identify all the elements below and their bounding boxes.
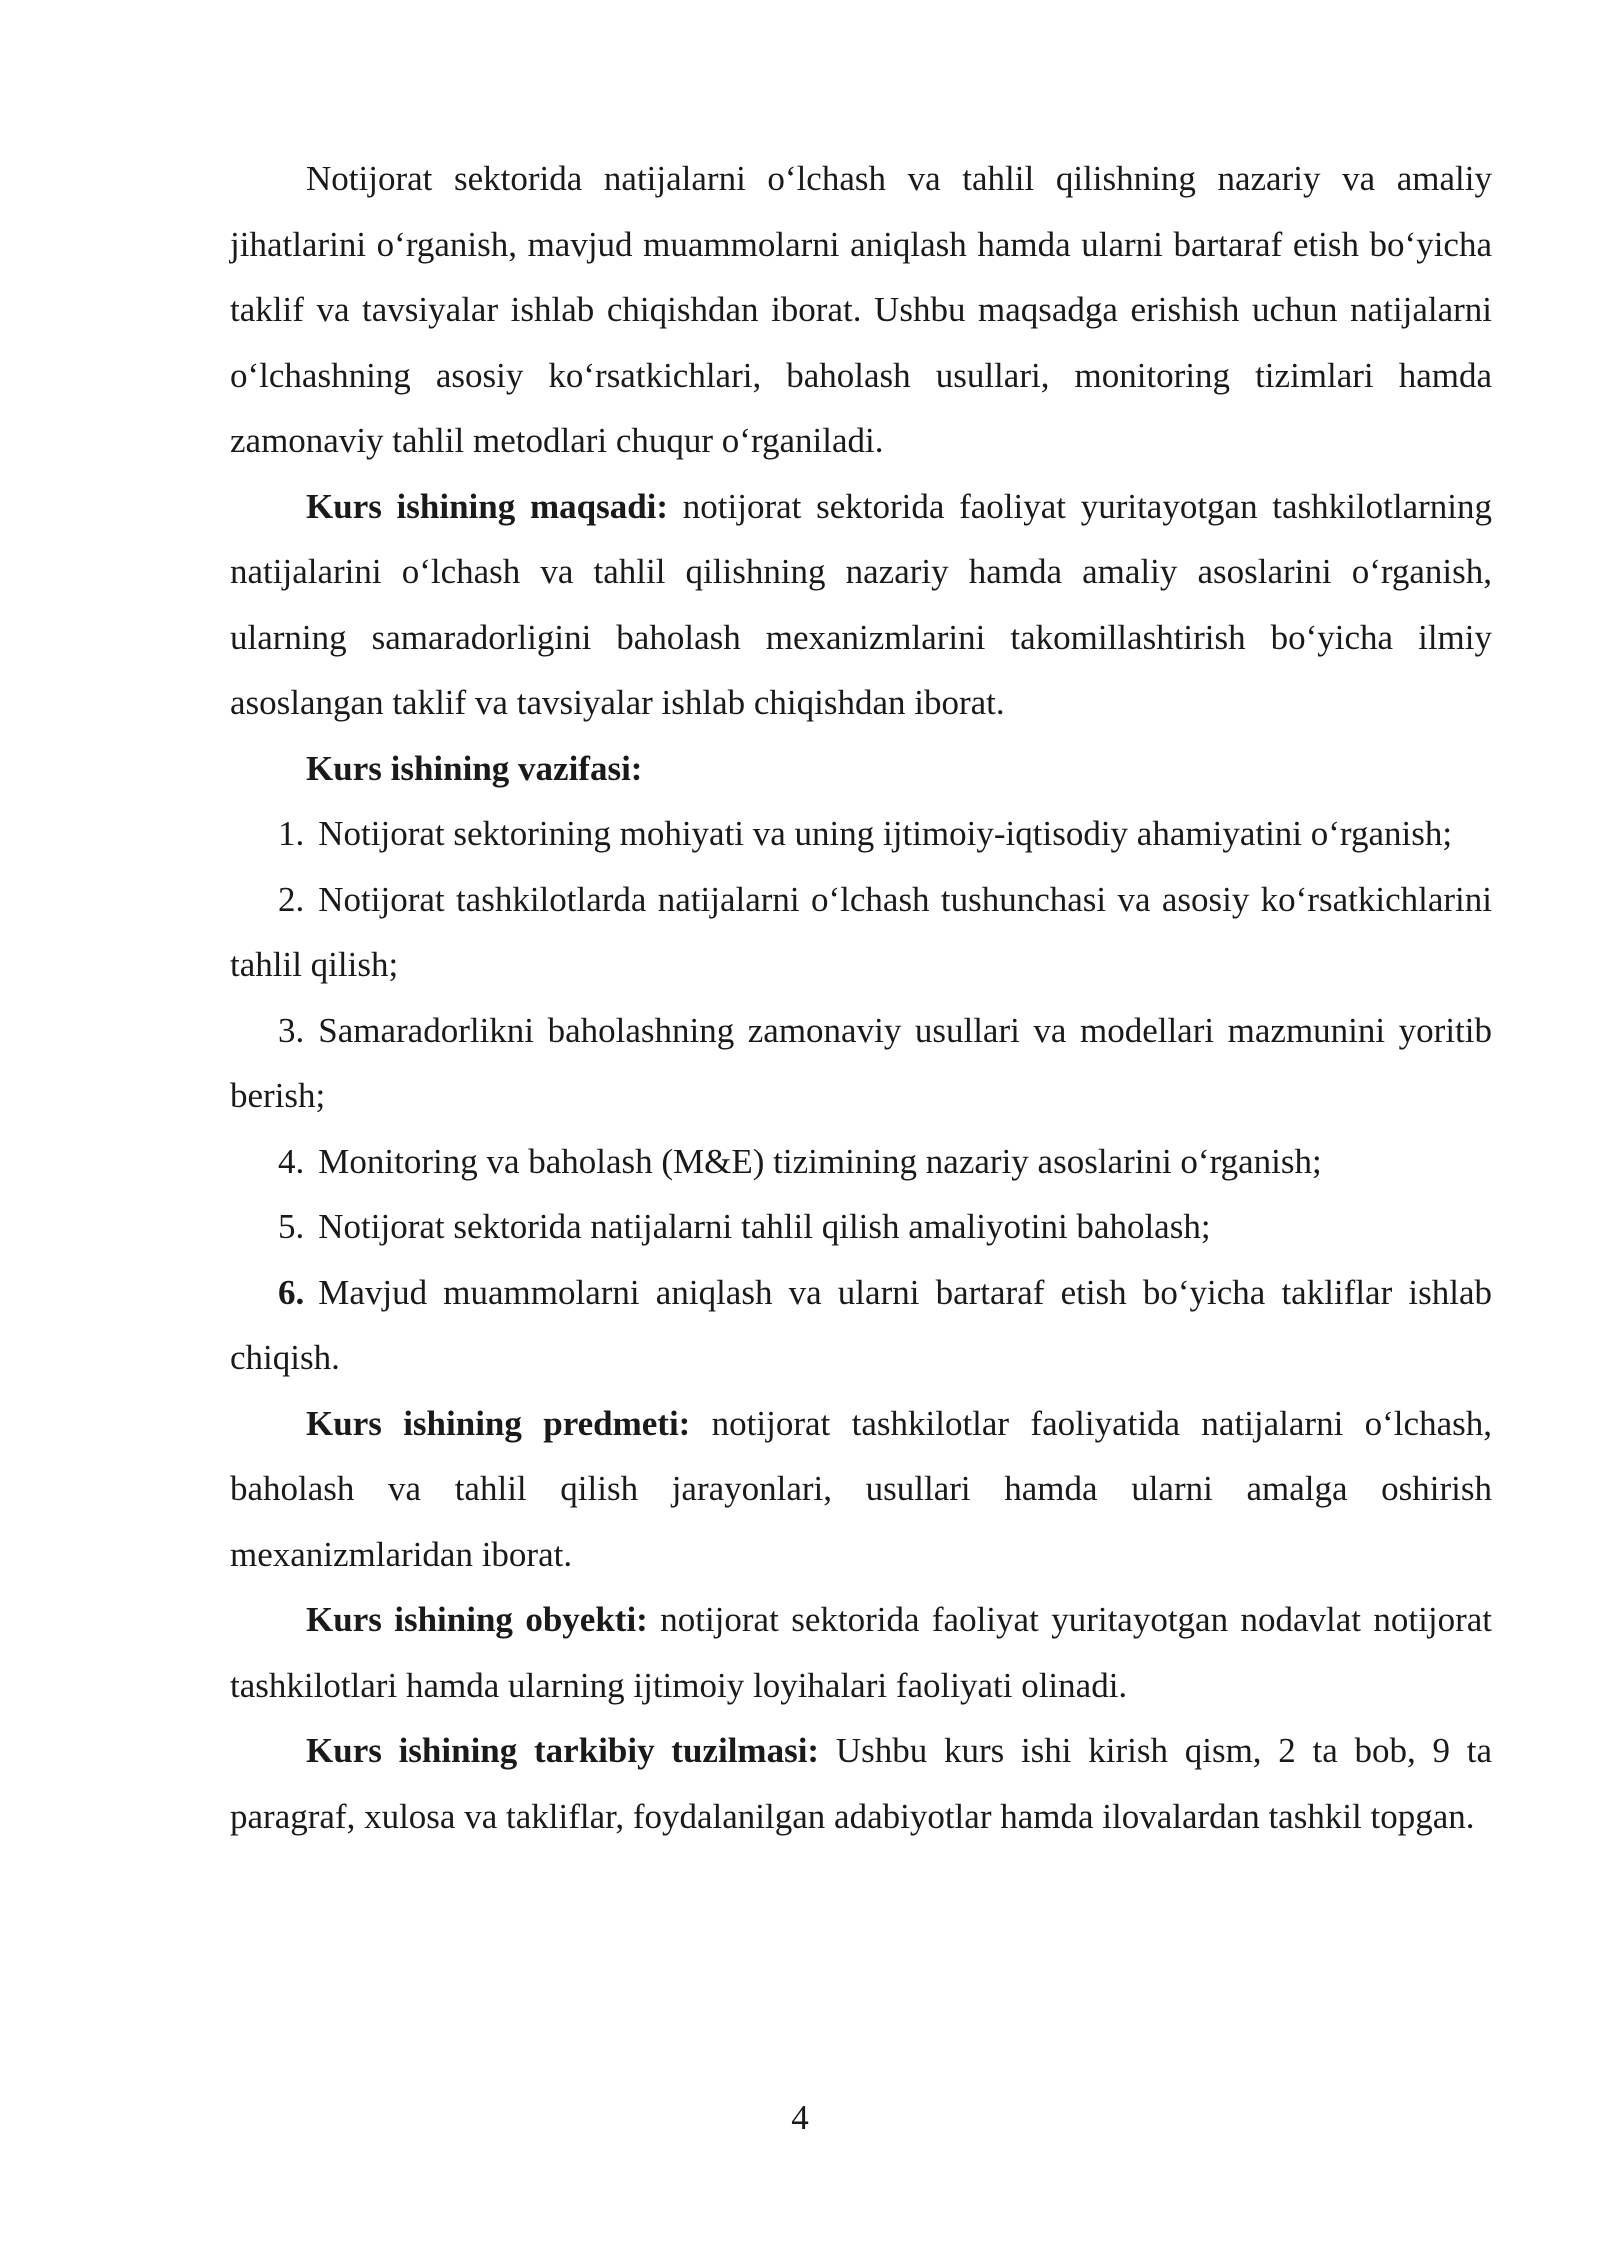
subject-text: notijorat tashkilotlar faoliyatida natijalarni o‘lchash, baholash va tahlil qilish jarayonlari, usullari hamda ularni amalga oshirish mexanizmlaridan iborat. bbox=[230, 1403, 1492, 1574]
page-number: 4 bbox=[791, 2098, 809, 2137]
task-number-1: 1. bbox=[278, 814, 305, 853]
task-number-5: 5. bbox=[278, 1207, 305, 1246]
task-item-6 bbox=[230, 1260, 1492, 1391]
subject-label: Kurs ishining predmeti: bbox=[306, 1403, 691, 1443]
task-text-6: Mavjud muammolarni aniqlash va ularni bartaraf etish bo‘yicha takliflar ishlab chiqish. bbox=[230, 1272, 1492, 1377]
task-number-2: 2. bbox=[278, 879, 305, 919]
task-text-3: Samaradorlikni baholashning zamonaviy usullari va modellari mazmunini yoritib berish; bbox=[230, 1010, 1492, 1115]
task-text-4: Monitoring va baholash (M&E) tizimining nazariy asoslarini o‘rganish; bbox=[318, 1141, 1322, 1181]
goal-label: Kurs ishining maqsadi: bbox=[306, 486, 669, 526]
task-number-6: 6. bbox=[278, 1272, 305, 1312]
object-label: Kurs ishining obyekti: bbox=[306, 1600, 648, 1639]
tasks-heading bbox=[230, 736, 1492, 802]
structure-label: Kurs ishining tarkibiy tuzilmasi: bbox=[306, 1731, 820, 1770]
task-number-3: 3. bbox=[278, 1010, 305, 1050]
task-text-2: Notijorat tashkilotlarda natijalarni o‘lchash tushunchasi va asosiy ko‘rsatkichlarini tahlil qilish; bbox=[230, 879, 1492, 984]
intro-paragraph bbox=[230, 146, 1492, 474]
task-item-1 bbox=[230, 801, 1492, 867]
task-item-5 bbox=[230, 1194, 1492, 1260]
task-text-5: Notijorat sektorida natijalarni tahlil qilish amaliyotini baholash; bbox=[318, 1207, 1211, 1246]
object-paragraph bbox=[230, 1587, 1492, 1718]
task-text-1: Notijorat sektorining mohiyati va uning ijtimoiy-iqtisodiy ahamiyatini o‘rganish; bbox=[318, 814, 1453, 853]
task-item-3 bbox=[230, 998, 1492, 1129]
intro-text: Notijorat sektorida natijalarni o‘lchash va tahlil qilishning nazariy va amaliy jihatlarini o‘rganish, mavjud muammolarni aniqlash hamda ularni bartaraf etish bo‘yicha taklif va tavsiyalar ishlab chiqishdan iborat. Ushbu maqsadga erishish uchun natijalarni o‘lchashning asosiy ko‘rsatkichlari, baholash usullari, monitoring tizimlari hamda zamonaviy tahlil metodlari chuqur o‘rganiladi. bbox=[230, 159, 1492, 460]
object-text: notijorat sektorida faoliyat yuritayotgan nodavlat notijorat tashkilotlari hamda ularning ijtimoiy loyihalari faoliyati olinadi. bbox=[230, 1600, 1492, 1705]
task-number-4: 4. bbox=[278, 1141, 305, 1181]
structure-text: Ushbu kurs ishi kirish qism, 2 ta bob, 9 ta paragraf, xulosa va takliflar, foydalanilgan adabiyotlar hamda ilovalardan tashkil topgan. bbox=[230, 1731, 1492, 1836]
task-item-4 bbox=[230, 1129, 1492, 1195]
structure-paragraph bbox=[230, 1718, 1492, 1849]
tasks-label: Kurs ishining vazifasi: bbox=[306, 748, 643, 788]
task-item-2 bbox=[230, 867, 1492, 998]
goal-text: notijorat sektorida faoliyat yuritayotgan tashkilotlarning natijalarini o‘lchash va tahlil qilishning nazariy hamda amaliy asoslarini o‘rganish, ularning samaradorligini baholash mexanizmlarini takomillashtirish bo‘yicha ilmiy asoslangan taklif va tavsiyalar ishlab chiqishdan iborat. bbox=[230, 486, 1492, 722]
goal-paragraph bbox=[230, 474, 1492, 736]
document-page bbox=[230, 146, 1492, 1849]
subject-paragraph bbox=[230, 1391, 1492, 1588]
